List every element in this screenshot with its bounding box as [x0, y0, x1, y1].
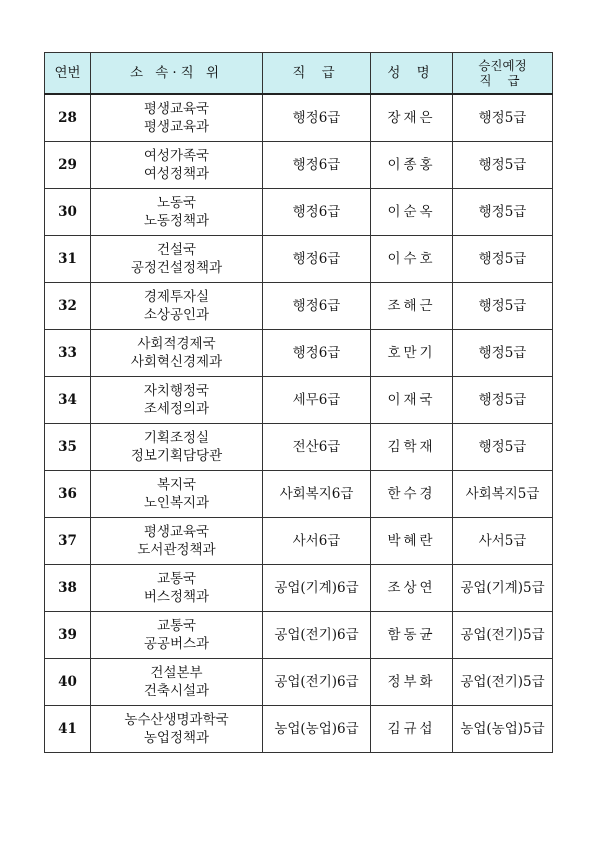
- row-name: 이종홍: [371, 142, 453, 189]
- row-promotion-grade: 행정5급: [453, 377, 553, 424]
- table-row: [45, 94, 553, 142]
- row-promotion-grade: 행정5급: [453, 283, 553, 330]
- row-current-grade: 사회복지6급: [263, 471, 371, 518]
- row-name: 이순옥: [371, 189, 453, 236]
- table-row: [45, 565, 553, 612]
- row-division: 여성정책과: [143, 166, 210, 182]
- row-number: 38: [45, 565, 91, 612]
- row-promotion-grade: 행정5급: [453, 330, 553, 377]
- row-department: [91, 565, 263, 612]
- row-current-grade: 행정6급: [263, 330, 371, 377]
- row-bureau: 교통국: [156, 618, 197, 634]
- row-division: 공정건설정책과: [130, 260, 223, 276]
- row-division: 공공버스과: [143, 636, 210, 652]
- header-dept-label: 소 속·직 위: [129, 65, 224, 81]
- row-promotion-grade: 사서5급: [453, 518, 553, 565]
- table-header-row: [45, 53, 553, 95]
- promotion-table: [44, 52, 553, 753]
- table-body: [45, 94, 553, 753]
- row-bureau: 자치행정국: [143, 383, 210, 399]
- row-bureau: 경제투자실: [143, 289, 210, 305]
- table-row: [45, 518, 553, 565]
- header-dept: [91, 53, 263, 95]
- header-promo-line1: 승진예정: [478, 58, 527, 73]
- row-department: [91, 236, 263, 283]
- row-bureau: 사회적경제국: [137, 336, 216, 352]
- table-row: [45, 142, 553, 189]
- row-number: 31: [45, 236, 91, 283]
- table-row: [45, 612, 553, 659]
- table-row: [45, 659, 553, 706]
- header-name: [371, 53, 453, 95]
- row-number: 29: [45, 142, 91, 189]
- row-number: 40: [45, 659, 91, 706]
- row-name: 이재국: [371, 377, 453, 424]
- row-promotion-grade: 공업(기계)5급: [453, 565, 553, 612]
- row-department: [91, 471, 263, 518]
- row-department: [91, 424, 263, 471]
- row-name: 정부화: [371, 659, 453, 706]
- table-row: [45, 706, 553, 753]
- row-current-grade: 전산6급: [263, 424, 371, 471]
- row-number: 37: [45, 518, 91, 565]
- row-bureau: 기획조정실: [143, 430, 210, 446]
- row-number: 30: [45, 189, 91, 236]
- row-current-grade: 행정6급: [263, 94, 371, 142]
- table-row: [45, 330, 553, 377]
- row-bureau: 교통국: [156, 571, 197, 587]
- header-promo: [453, 53, 553, 95]
- row-number: 35: [45, 424, 91, 471]
- row-current-grade: 행정6급: [263, 283, 371, 330]
- row-division: 사회혁신경제과: [130, 354, 223, 370]
- row-number: 28: [45, 94, 91, 142]
- row-division: 노동정책과: [143, 213, 210, 229]
- row-promotion-grade: 사회복지5급: [453, 471, 553, 518]
- row-division: 건축시설과: [143, 683, 210, 699]
- row-name: 김학재: [371, 424, 453, 471]
- row-name: 한수경: [371, 471, 453, 518]
- row-promotion-grade: 행정5급: [453, 94, 553, 142]
- row-current-grade: 공업(전기)6급: [263, 659, 371, 706]
- row-promotion-grade: 행정5급: [453, 189, 553, 236]
- header-promo-line2: 직 급: [479, 73, 526, 88]
- row-name: 장재은: [371, 94, 453, 142]
- row-name: 조상연: [371, 565, 453, 612]
- row-department: [91, 377, 263, 424]
- row-division: 도서관정책과: [137, 542, 216, 558]
- table-row: [45, 424, 553, 471]
- row-bureau: 건설국: [156, 242, 197, 258]
- row-department: [91, 659, 263, 706]
- row-department: [91, 330, 263, 377]
- row-bureau: 복지국: [156, 477, 197, 493]
- row-bureau: 평생교육국: [143, 101, 210, 117]
- row-name: 박혜란: [371, 518, 453, 565]
- row-bureau: 노동국: [156, 195, 197, 211]
- row-current-grade: 세무6급: [263, 377, 371, 424]
- header-name-label: 성 명: [387, 65, 436, 81]
- row-name: 김규섭: [371, 706, 453, 753]
- row-name: 이수호: [371, 236, 453, 283]
- row-promotion-grade: 공업(전기)5급: [453, 612, 553, 659]
- row-bureau: 평생교육국: [143, 524, 210, 540]
- row-promotion-grade: 농업(농업)5급: [453, 706, 553, 753]
- table-row: [45, 189, 553, 236]
- row-bureau: 농수산생명과학국: [124, 712, 229, 728]
- row-number: 33: [45, 330, 91, 377]
- header-no: 연번: [45, 53, 91, 95]
- table-row: [45, 283, 553, 330]
- row-bureau: 건설본부: [150, 665, 203, 681]
- row-number: 36: [45, 471, 91, 518]
- row-bureau: 여성가족국: [143, 148, 210, 164]
- row-division: 농업정책과: [143, 730, 210, 746]
- row-current-grade: 행정6급: [263, 189, 371, 236]
- row-division: 평생교육과: [143, 119, 210, 135]
- table-row: [45, 471, 553, 518]
- row-current-grade: 공업(기계)6급: [263, 565, 371, 612]
- row-promotion-grade: 행정5급: [453, 424, 553, 471]
- row-promotion-grade: 행정5급: [453, 236, 553, 283]
- row-division: 버스정책과: [143, 589, 210, 605]
- header-grade-label: 직 급: [292, 65, 341, 81]
- row-department: [91, 612, 263, 659]
- row-number: 39: [45, 612, 91, 659]
- row-department: [91, 189, 263, 236]
- row-promotion-grade: 공업(전기)5급: [453, 659, 553, 706]
- row-promotion-grade: 행정5급: [453, 142, 553, 189]
- row-department: [91, 518, 263, 565]
- row-name: 호만기: [371, 330, 453, 377]
- table-row: [45, 236, 553, 283]
- row-department: [91, 94, 263, 142]
- row-department: [91, 283, 263, 330]
- row-current-grade: 행정6급: [263, 236, 371, 283]
- row-current-grade: 공업(전기)6급: [263, 612, 371, 659]
- row-division: 노인복지과: [143, 495, 210, 511]
- row-current-grade: 사서6급: [263, 518, 371, 565]
- row-name: 조해근: [371, 283, 453, 330]
- row-department: [91, 142, 263, 189]
- row-number: 34: [45, 377, 91, 424]
- row-number: 32: [45, 283, 91, 330]
- row-current-grade: 행정6급: [263, 142, 371, 189]
- row-number: 41: [45, 706, 91, 753]
- row-division: 소상공인과: [143, 307, 210, 323]
- row-name: 함동균: [371, 612, 453, 659]
- row-current-grade: 농업(농업)6급: [263, 706, 371, 753]
- header-grade: [263, 53, 371, 95]
- row-department: [91, 706, 263, 753]
- row-division: 조세정의과: [143, 401, 210, 417]
- row-division: 정보기획담당관: [130, 448, 223, 464]
- table-row: [45, 377, 553, 424]
